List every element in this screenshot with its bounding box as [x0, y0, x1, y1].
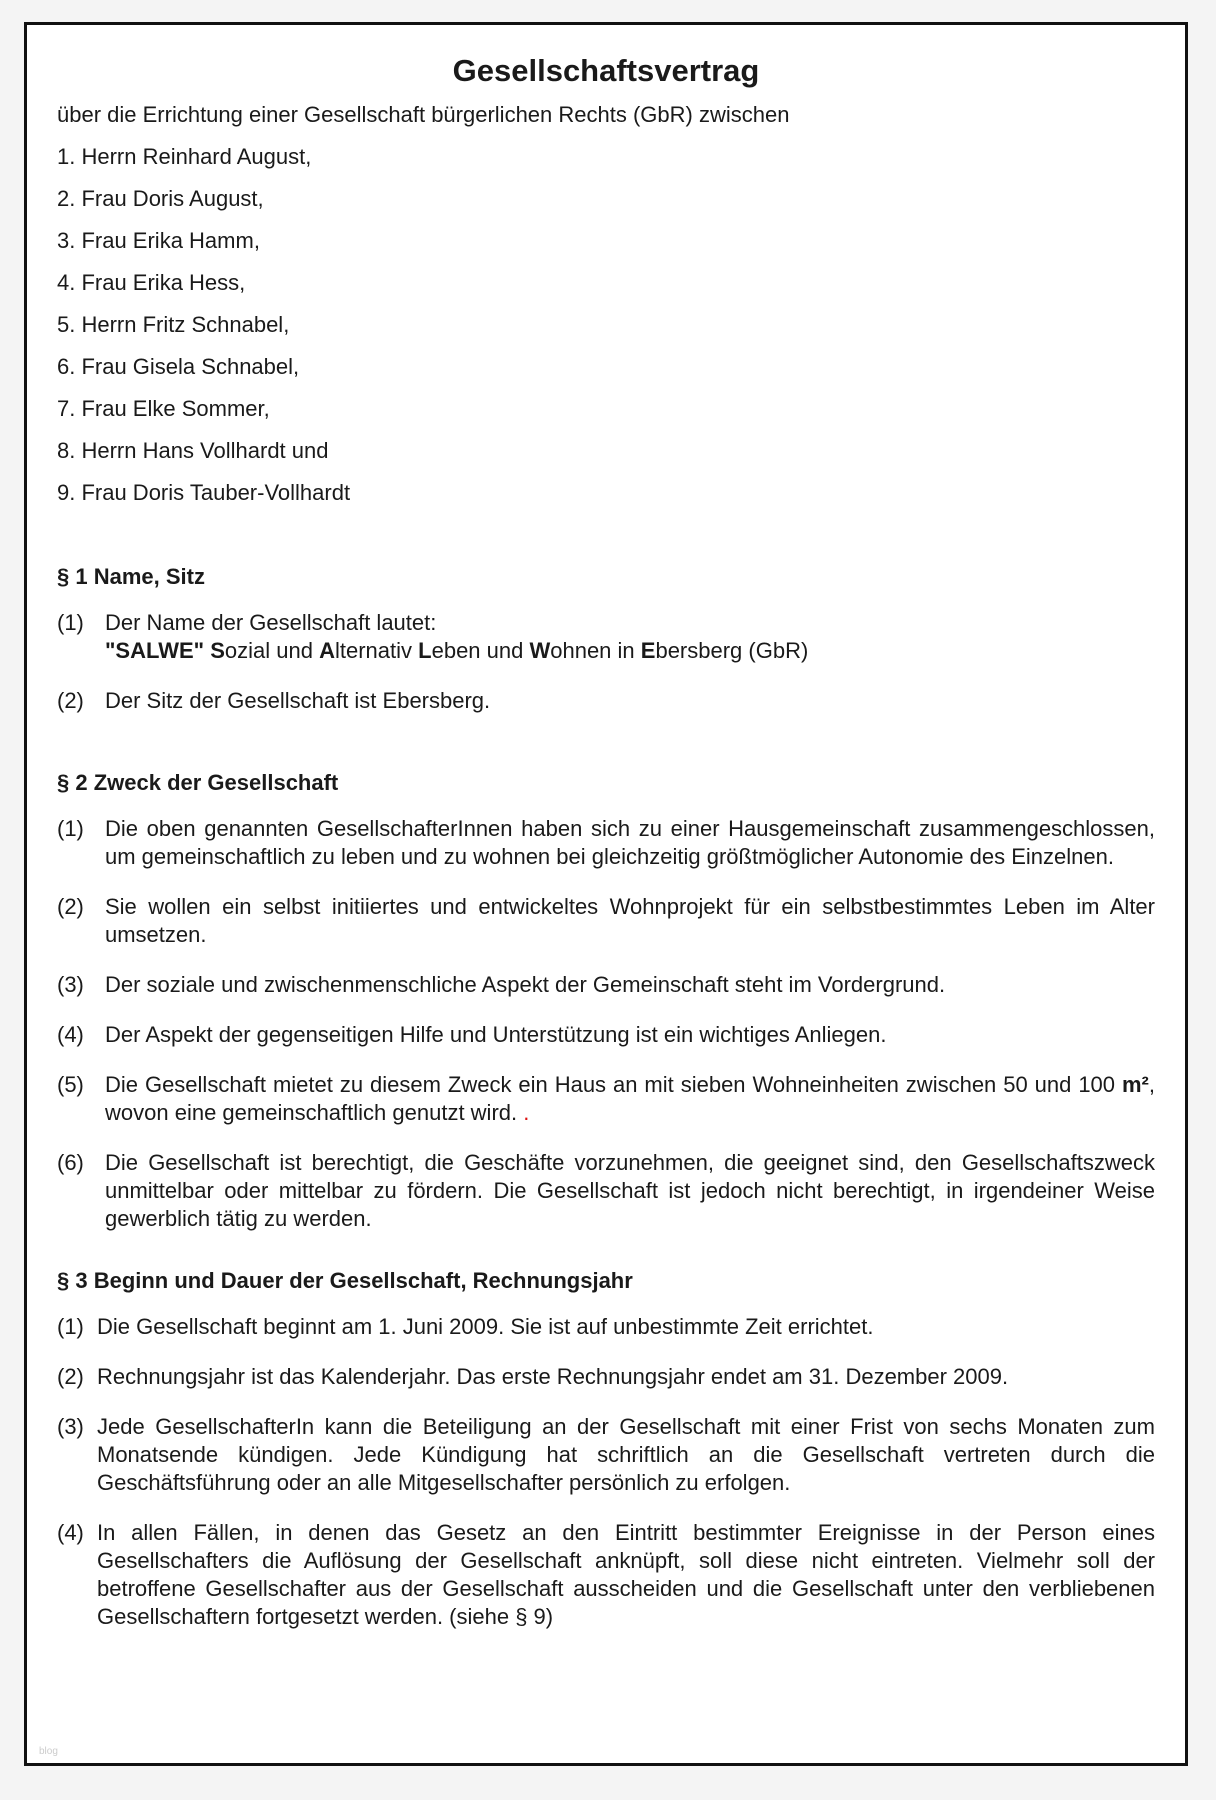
- name-initial: S: [210, 638, 225, 663]
- party-item: 7. Frau Elke Sommer,: [57, 396, 270, 421]
- party-item: 2. Frau Doris August,: [57, 186, 264, 211]
- name-initial: W: [529, 638, 551, 663]
- name-part: ohnen in: [550, 638, 641, 663]
- section-2-item: [57, 1021, 1155, 1049]
- section-2-item: [57, 893, 1155, 949]
- document-page: [24, 22, 1188, 1766]
- section-2-item: [57, 1149, 1155, 1233]
- name-initial: A: [319, 638, 335, 663]
- area-unit: m²: [1121, 1072, 1149, 1097]
- section-2-item: [57, 1071, 1155, 1127]
- party-item: 3. Frau Erika Hamm,: [57, 228, 260, 253]
- item-number: (2): [57, 1364, 84, 1389]
- red-mark: .: [523, 1100, 530, 1125]
- item-text-line: Der Name der Gesellschaft lautet:: [105, 610, 437, 635]
- company-name: [105, 638, 808, 663]
- name-initial: E: [640, 638, 656, 663]
- item-text: Rechnungsjahr ist das Kalenderjahr. Das erste Rechnungsjahr endet am 31. Dezember 2009.: [97, 1364, 1009, 1389]
- name-part: lternativ: [334, 638, 419, 663]
- section-2-heading: § 2 Zweck der Gesellschaft: [57, 770, 339, 795]
- document-title: Gesellschaftsvertrag: [452, 53, 760, 88]
- item-text: [105, 1071, 1155, 1127]
- section-3-item: [57, 1313, 1155, 1341]
- name-part: bersberg (GbR): [655, 638, 809, 663]
- item-number: (1): [57, 1314, 84, 1339]
- item-number: (3): [57, 1414, 84, 1439]
- item-number: (3): [57, 972, 84, 997]
- watermark: blog: [39, 1746, 58, 1757]
- parties-list: [57, 143, 1155, 507]
- item-number: (5): [57, 1072, 84, 1097]
- section-1-item: [57, 687, 1155, 715]
- item-number: (2): [57, 688, 84, 713]
- item-text: Der Aspekt der gegenseitigen Hilfe und Unterstützung ist ein wichtiges Anliegen.: [105, 1022, 887, 1047]
- name-initial: L: [418, 638, 432, 663]
- item-text: Der soziale und zwischenmenschliche Aspekt der Gemeinschaft steht im Vordergrund.: [105, 972, 946, 997]
- section-1-heading: § 1 Name, Sitz: [57, 564, 205, 589]
- section-3-item: [57, 1519, 1155, 1631]
- item-text: Die Gesellschaft ist berechtigt, die Geschäfte vorzunehmen, die geeignet sind, den Gesellschaftszweck unmittelbar oder mittelbar zu fördern. Die Gesellschaft ist jedoch nicht berechtigt, in irgendeiner Weise gewerblich tätig zu werden.: [105, 1150, 1155, 1231]
- party-item: 9. Frau Doris Tauber-Vollhardt: [57, 480, 351, 505]
- item-number: (1): [57, 610, 84, 635]
- item-number: (6): [57, 1150, 84, 1175]
- party-item: 6. Frau Gisela Schnabel,: [57, 354, 300, 379]
- party-item: 1. Herrn Reinhard August,: [57, 144, 312, 169]
- item-text: Sie wollen ein selbst initiiertes und entwickeltes Wohnprojekt für ein selbstbestimmtes Leben im Alter umsetzen.: [105, 894, 1155, 947]
- item-text-part: , wovon eine gemeinschaftlich genutzt wird.: [105, 1072, 1155, 1125]
- item-text: Die oben genannten GesellschafterInnen haben sich zu einer Hausgemeinschaft zusammengeschlossen, um gemeinschaftlich zu leben und zu wohnen bei gleichzeitig größtmöglicher Autonomie des Einzelnen.: [105, 816, 1155, 869]
- company-name-quoted: "SALWE": [105, 638, 205, 663]
- section-3-item: [57, 1413, 1155, 1497]
- party-item: 4. Frau Erika Hess,: [57, 270, 246, 295]
- section-3-item: [57, 1363, 1155, 1391]
- section-1-item: [57, 609, 1155, 665]
- name-part: eben und: [431, 638, 530, 663]
- item-text: Der Sitz der Gesellschaft ist Ebersberg.: [105, 688, 491, 713]
- party-item: 5. Herrn Fritz Schnabel,: [57, 312, 290, 337]
- item-number: (2): [57, 894, 84, 919]
- party-item: 8. Herrn Hans Vollhardt und: [57, 438, 329, 463]
- item-text: In allen Fällen, in denen das Gesetz an den Eintritt bestimmter Ereignisse in der Person eines Gesellschafters die Auflösung der Gesellschaft anknüpft, soll diese nicht eintreten. Vielmehr soll der betroffene Gesellschafter aus der Gesellschaft ausscheiden und die Gesellschaft unter den verbliebenen Gesellschaftern fortgesetzt werden. (siehe § 9): [97, 1520, 1155, 1629]
- item-text-part: Die Gesellschaft mietet zu diesem Zweck ein Haus an mit sieben Wohneinheiten zwischen 50 und 100: [105, 1072, 1122, 1097]
- document-body: [57, 53, 1155, 1653]
- item-number: (4): [57, 1520, 84, 1545]
- item-text: [105, 609, 1155, 665]
- intro-text: über die Errichtung einer Gesellschaft bürgerlichen Rechts (GbR) zwischen: [57, 102, 790, 127]
- section-3-heading: § 3 Beginn und Dauer der Gesellschaft, Rechnungsjahr: [57, 1268, 633, 1293]
- section-2-item: [57, 815, 1155, 871]
- item-number: (1): [57, 816, 84, 841]
- section-2-item: [57, 971, 1155, 999]
- item-number: (4): [57, 1022, 84, 1047]
- item-text: Die Gesellschaft beginnt am 1. Juni 2009. Sie ist auf unbestimmte Zeit errichtet.: [97, 1314, 874, 1339]
- item-text: Jede GesellschafterIn kann die Beteiligung an der Gesellschaft mit einer Frist von sechs Monaten zum Monatsende kündigen. Jede Kündigung hat schriftlich an die Gesellschaft vertreten durch die Geschäftsführung oder an alle Mitgesellschafter persönlich zu erfolgen.: [97, 1414, 1155, 1495]
- name-part: ozial und: [224, 638, 320, 663]
